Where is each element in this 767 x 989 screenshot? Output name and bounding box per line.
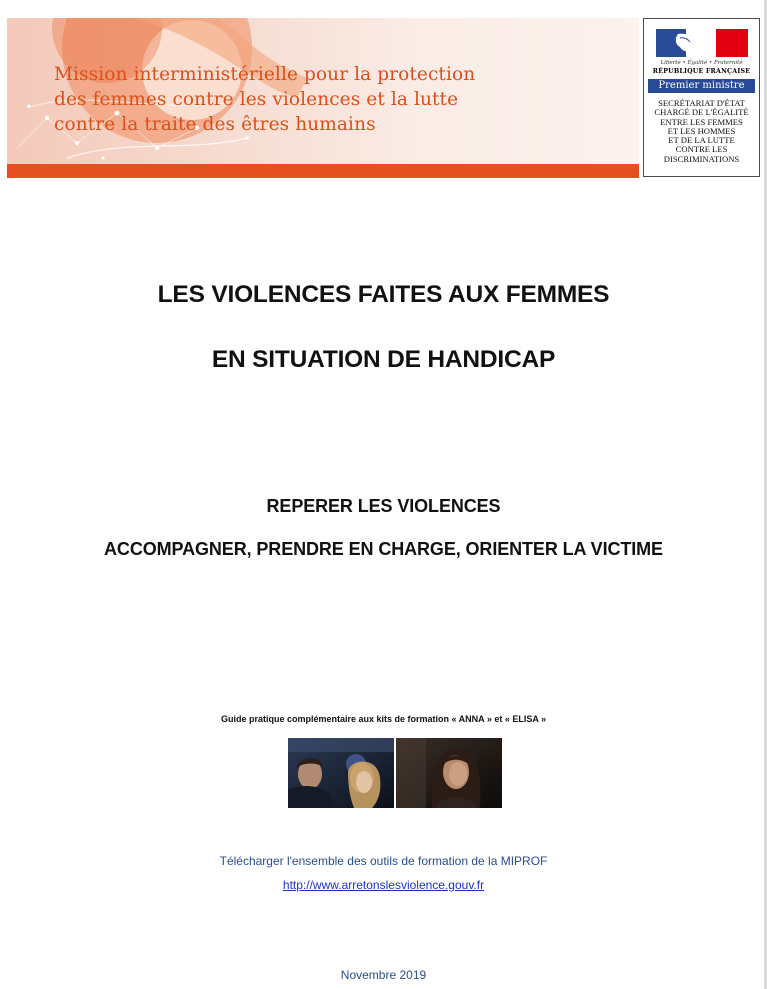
secretariat-line: DISCRIMINATIONS bbox=[663, 153, 740, 164]
republique-francaise-logo bbox=[643, 18, 760, 177]
guide-note: Guide pratique complémentaire aux kits de formation « ANNA » et « ELISA » bbox=[220, 714, 547, 724]
document-subtitle-line-1: REPERER LES VIOLENCES bbox=[266, 496, 501, 516]
secretariat-line: ET LES HOMMES bbox=[667, 125, 736, 136]
secretariat-line: CHARGÉ DE L'ÉGALITÉ bbox=[654, 107, 749, 118]
document-title-line-2: EN SITUATION DE HANDICAP bbox=[211, 346, 556, 373]
elisa-training-photo bbox=[396, 738, 502, 808]
banner-orange-bar bbox=[7, 164, 639, 178]
mission-title-line: contre la traite des êtres humains bbox=[54, 114, 376, 135]
document-title-line-1: LES VIOLENCES FAITES AUX FEMMES bbox=[157, 281, 610, 308]
secretariat-line: CONTRE LES bbox=[675, 144, 728, 155]
mission-title-line: Mission interministérielle pour la protection bbox=[54, 64, 476, 85]
marianne-flag-icon bbox=[656, 29, 748, 57]
secretariat-line: ET DE LA LUTTE bbox=[668, 135, 735, 146]
download-link-wrapper bbox=[0, 878, 767, 892]
secretariat-line: ENTRE LES FEMMES bbox=[660, 116, 743, 127]
document-subtitle-line-2: ACCOMPAGNER, PRENDRE EN CHARGE, ORIENTER LA VICTIME bbox=[104, 539, 663, 559]
secretariat-line: SECRÉTARIAT D'ÉTAT bbox=[658, 98, 745, 108]
download-text: Télécharger l'ensemble des outils de formation de la MIPROF bbox=[219, 854, 548, 868]
mission-title bbox=[54, 62, 634, 137]
republique-francaise-label: RÉPUBLIQUE FRANÇAISE bbox=[652, 68, 751, 75]
anna-training-photo bbox=[288, 738, 394, 808]
secretariat-text bbox=[646, 99, 757, 164]
mission-title-line: des femmes contre les violences et la lutte bbox=[54, 89, 459, 110]
publication-date: Novembre 2019 bbox=[340, 968, 427, 982]
mission-banner bbox=[7, 18, 639, 178]
premier-ministre-band: Premier ministre bbox=[648, 79, 755, 93]
republic-motto: Liberté • Égalité • Fraternité bbox=[660, 60, 743, 66]
miprof-website-link[interactable]: http://www.arretonslesviolence.gouv.fr bbox=[282, 878, 485, 892]
